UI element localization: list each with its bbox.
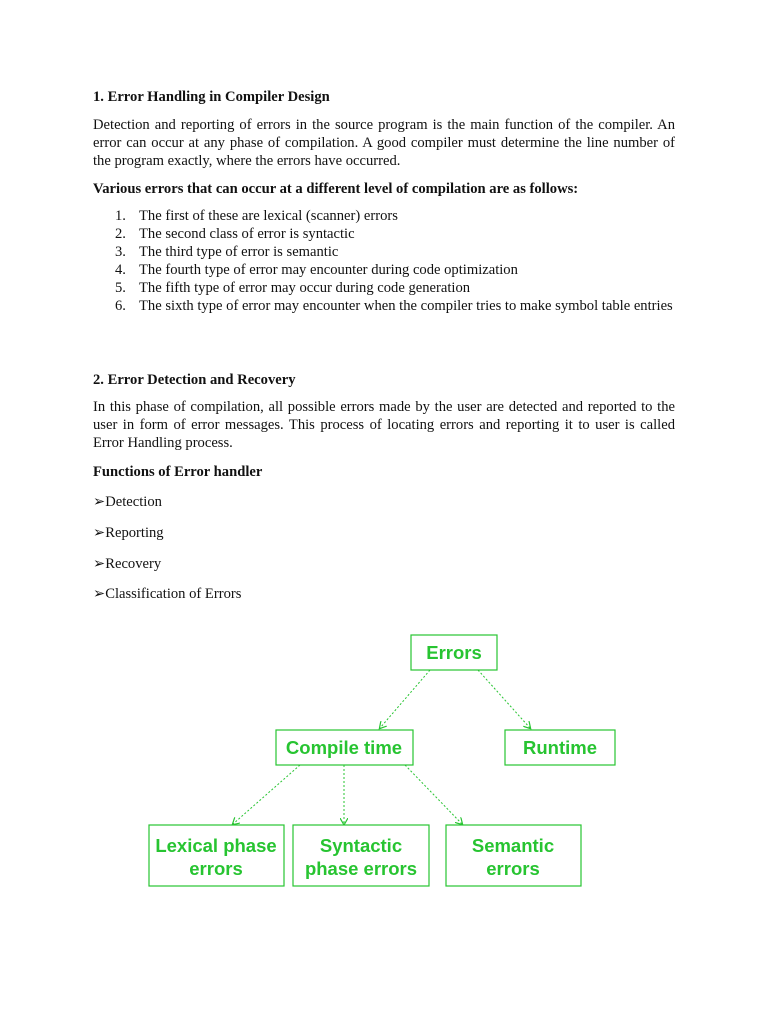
list-item: 1. The first of these are lexical (scanner) errors — [115, 208, 398, 224]
function-detection: ➢Detection — [93, 494, 162, 510]
arrow-errors-to-compile-time — [380, 670, 430, 728]
list-item: 4. The fourth type of error may encounter during code optimization — [115, 262, 518, 278]
arrow-compile-to-semantic — [405, 765, 462, 824]
list-item: 3. The third type of error is semantic — [115, 244, 339, 260]
section2-title: 2. Error Detection and Recovery — [93, 372, 296, 388]
semantic-label-line1: Semantic — [471, 835, 555, 856]
list-item: 6. The sixth type of error may encounter when the compiler tries to make symbol table entries — [115, 298, 673, 314]
section2-paragraph: In this phase of compilation, all possible errors made by the user are detected and reported to the user in form of error messages. This process of locating errors and reporting it to user is called Error Handling process. — [93, 399, 675, 451]
errors-list-heading: Various errors that can occur at a different level of compilation are as follows: — [93, 181, 579, 197]
arrow-errors-to-runtime — [478, 670, 530, 728]
function-recovery: ➢Recovery — [93, 556, 162, 572]
lexical-label-line1: Lexical phase — [155, 835, 277, 856]
errors-label: Errors — [426, 642, 482, 663]
function-classification: ➢Classification of Errors — [93, 586, 242, 602]
list-item: 5. The fifth type of error may occur during code generation — [115, 280, 471, 296]
lexical-label-line2: errors — [189, 858, 243, 879]
list-item: 2. The second class of error is syntactic — [115, 226, 355, 242]
runtime-label: Runtime — [523, 737, 597, 758]
syntactic-label-line2: phase errors — [304, 858, 418, 879]
compile-time-label: Compile time — [285, 737, 403, 758]
function-reporting: ➢Reporting — [93, 525, 164, 541]
functions-heading: Functions of Error handler — [93, 464, 263, 480]
semantic-label-line2: errors — [486, 858, 540, 879]
section1-paragraph: Detection and reporting of errors in the source program is the main function of the compiler. An error can occur at any phase of compilation. A good compiler must determine the line number of the program exactly, where the errors have occurred. — [93, 117, 675, 169]
section1-title: 1. Error Handling in Compiler Design — [93, 89, 330, 105]
arrow-compile-to-lexical — [233, 765, 300, 824]
syntactic-label-line1: Syntactic — [319, 835, 403, 856]
